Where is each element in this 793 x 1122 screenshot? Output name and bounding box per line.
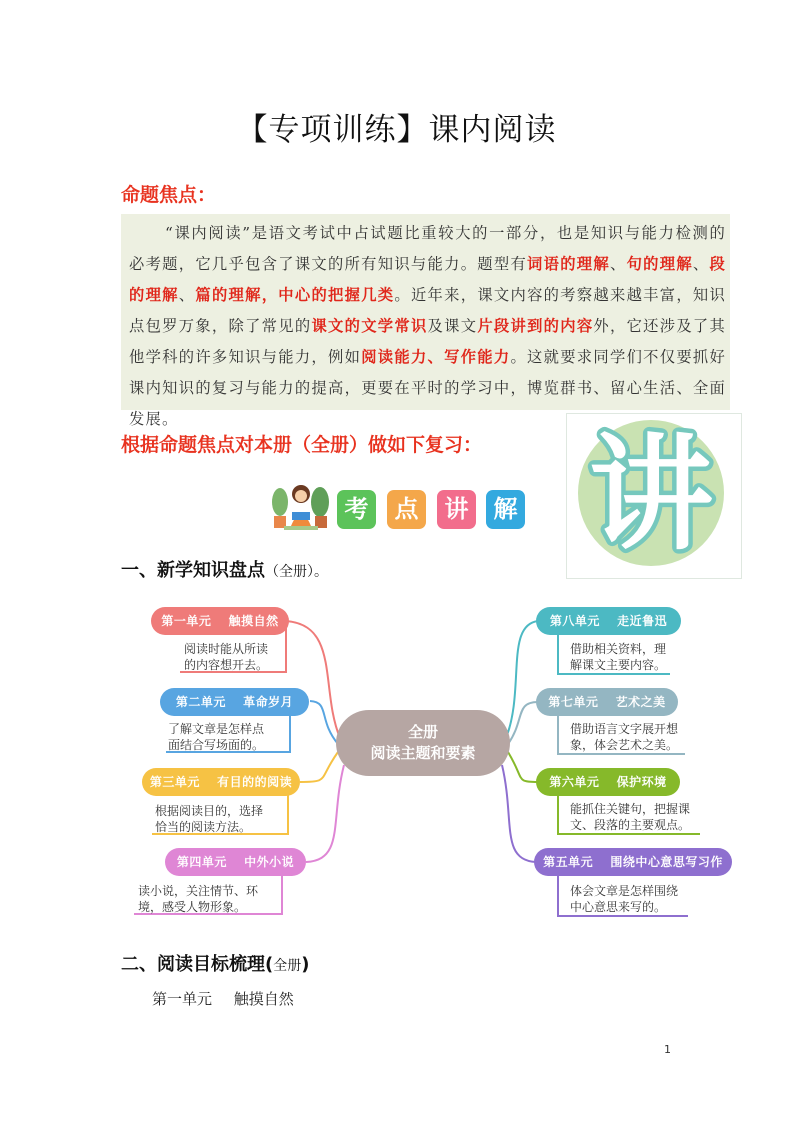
- unit7-theme: 艺术之美: [615, 695, 666, 709]
- unit4-note-line1: 读小说，关注情节、环: [138, 884, 259, 898]
- focus-text-segment: “课内阅读”是语文考试中占试题比重较大的一部分，也是知识与能力检测的必考题，它几乎包含了课文的所有知识与能力。题型有: [129, 224, 726, 273]
- unit5-note-line1: 体会文章是怎样围绕: [570, 884, 679, 898]
- unit6-note-line2: 文、段落的主要观点。: [570, 818, 691, 832]
- review-heading: 根据命题焦点对本册（全册）做如下复习：: [121, 434, 483, 456]
- unit3-note-line1: 根据阅读目的，选择: [155, 804, 264, 818]
- unit4-theme: 中外小说: [244, 855, 295, 869]
- unit5-note-line2: 中心意思来写的。: [570, 900, 667, 914]
- unit7-note-line1: 借助语言文字展开想: [570, 722, 679, 736]
- badge-jie-char: 解: [493, 495, 518, 523]
- section2-close: ): [301, 954, 310, 975]
- unit6-pill: [536, 768, 680, 796]
- unit4-pill: [165, 848, 306, 876]
- unit1-theme: 触摸自然: [228, 614, 279, 628]
- focus-text-segment: 、: [609, 255, 627, 273]
- center-line1: 全册: [407, 723, 438, 741]
- center-line2: 阅读主题和要素: [370, 744, 476, 762]
- focus-text-segment: 。这就要求同学们不仅要抓好课内知识的复习与能力的提高，更要在平时的学习中，博览群书、留心生活、全面发展。: [129, 348, 726, 428]
- mindmap-center-node: [336, 710, 510, 776]
- page-title: 【专项训练】课内阅读: [236, 112, 557, 148]
- badge-dian-char: 点: [394, 495, 419, 523]
- unit3-pill: [142, 768, 300, 796]
- unit6-note: [570, 801, 690, 833]
- section2-title: 阅读目标梳理(: [157, 954, 274, 975]
- unit1-note: [184, 641, 268, 673]
- page-number: 1: [664, 1043, 671, 1056]
- focus-heading: 命题焦点：: [121, 184, 217, 206]
- unit7-note: [570, 721, 678, 753]
- unit8-note: [570, 641, 666, 673]
- unit5-pill: [534, 848, 732, 876]
- unit6-label: 第六单元: [549, 775, 600, 789]
- unit8-theme: 走近鲁迅: [617, 614, 668, 628]
- section1-number: 一、: [121, 560, 157, 581]
- unit4-label: 第四单元: [176, 855, 227, 869]
- unit3-note-line2: 恰当的阅读方法。: [155, 820, 252, 834]
- focus-highlight: 片段讲到的内容: [477, 317, 594, 335]
- unit3-theme: 有目的的阅读: [217, 775, 293, 789]
- unit2-pill: [160, 688, 309, 716]
- focus-highlight: 课文的文学常识: [311, 317, 428, 335]
- unit8-pill: [536, 607, 681, 635]
- focus-text-segment: 、: [692, 255, 710, 273]
- focus-text-segment: 。近年来，课文内容的考察越来越丰富，知识点包罗万象，除了常见的: [129, 286, 727, 335]
- unit2-label: 第二单元: [175, 695, 226, 709]
- section1-title: 新学知识盘点: [157, 560, 265, 581]
- unit6-note-line1: 能抓住关键句，把握课: [570, 802, 691, 816]
- unit7-pill: [536, 688, 678, 716]
- unit1-pill: [151, 607, 289, 635]
- unit8-note-line2: 解课文主要内容。: [570, 658, 667, 672]
- badge-kao-char: 考: [344, 495, 369, 523]
- focus-highlight: 篇的理解，中心的把握几类: [195, 286, 395, 304]
- unit1-note-line1: 阅读时能从所读: [184, 642, 269, 656]
- section2-note: 全册: [273, 958, 302, 974]
- focus-highlight: 阅读能力、写作能力: [361, 348, 511, 366]
- unit1-line: 第一单元 触摸自然: [152, 990, 294, 1008]
- focus-text-segment: 及课文: [427, 317, 478, 335]
- unit2-note-line1: 了解文章是怎样点: [168, 722, 265, 736]
- unit5-label: 第五单元: [543, 855, 594, 869]
- badge-jiang-char: 讲: [444, 495, 469, 523]
- unit2-theme: 革命岁月: [243, 695, 294, 709]
- unit1-note-line2: 的内容想开去。: [184, 658, 269, 672]
- section1-note: （全册）。: [265, 564, 328, 580]
- focus-text-segment: 、: [178, 286, 196, 304]
- unit7-note-line2: 象，体会艺术之美。: [570, 738, 679, 752]
- unit4-note: [138, 883, 258, 915]
- section2-heading: [121, 950, 309, 976]
- unit3-note: [155, 803, 263, 835]
- unit5-note: [570, 883, 678, 915]
- focus-highlight: 词语的理解: [527, 255, 610, 273]
- section2-number: 二、: [121, 954, 157, 975]
- unit2-note: [168, 721, 264, 753]
- focus-highlight: 段的理解: [129, 255, 726, 304]
- focus-text-segment: 外，它还涉及了其他学科的许多知识与能力，例如: [129, 317, 727, 366]
- unit2-note-line2: 面结合写场面的。: [168, 738, 265, 752]
- unit5-theme: 围绕中心意思写习作: [610, 855, 723, 869]
- unit7-label: 第七单元: [548, 695, 599, 709]
- unit8-note-line1: 借助相关资料，理: [570, 642, 667, 656]
- unit1-label: 第一单元: [161, 614, 212, 628]
- unit8-label: 第八单元: [549, 614, 600, 628]
- focus-highlight: 句的理解: [626, 255, 693, 273]
- unit6-theme: 保护环境: [616, 775, 667, 789]
- unit4-note-line2: 境，感受人物形象。: [138, 900, 247, 914]
- big-character: 讲: [588, 423, 714, 567]
- unit3-label: 第三单元: [149, 775, 200, 789]
